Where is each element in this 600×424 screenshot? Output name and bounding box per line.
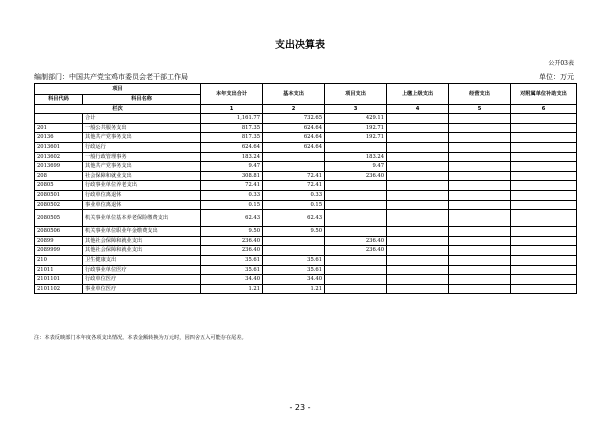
cell-upper bbox=[387, 171, 449, 181]
cell-code: 2080505 bbox=[35, 210, 83, 227]
table-row bbox=[35, 133, 577, 143]
cell-project: 236.40 bbox=[325, 171, 387, 181]
cell-project bbox=[325, 190, 387, 200]
cell-business bbox=[449, 246, 511, 256]
cell-upper bbox=[387, 133, 449, 143]
cell-basic bbox=[263, 162, 325, 172]
cell-business bbox=[449, 284, 511, 294]
cell-code: 20899 bbox=[35, 236, 83, 246]
cell-basic: 624.64 bbox=[263, 123, 325, 133]
cell-code: 2080502 bbox=[35, 200, 83, 210]
table-row bbox=[35, 171, 577, 181]
cell-code: 2089999 bbox=[35, 246, 83, 256]
cell-upper bbox=[387, 142, 449, 152]
cell-total: 236.40 bbox=[201, 246, 263, 256]
cell-basic: 35.61 bbox=[263, 265, 325, 275]
cell-total: 183.24 bbox=[201, 152, 263, 162]
cell-project bbox=[325, 200, 387, 210]
cell-total: 0.15 bbox=[201, 200, 263, 210]
cell-business bbox=[449, 265, 511, 275]
expenditure-table bbox=[34, 83, 577, 294]
cell-upper bbox=[387, 255, 449, 265]
cell-basic bbox=[263, 246, 325, 256]
cell-basic: 624.64 bbox=[263, 133, 325, 143]
unit-label: 单位：万元 bbox=[539, 73, 574, 81]
cell-total: 1.21 bbox=[201, 284, 263, 294]
cell-subsidiary bbox=[511, 210, 577, 227]
cell-code: 210 bbox=[35, 255, 83, 265]
header-col-4: 4 bbox=[387, 104, 449, 114]
cell-total: 817.35 bbox=[201, 133, 263, 143]
cell-name: 社会保障和就业支出 bbox=[83, 171, 201, 181]
cell-total: 72.41 bbox=[201, 181, 263, 191]
cell-name: 合计 bbox=[83, 114, 201, 124]
cell-business bbox=[449, 227, 511, 237]
cell-project bbox=[325, 275, 387, 285]
cell-name: 机关事业单位职业年金缴费支出 bbox=[83, 227, 201, 237]
cell-total: 62.43 bbox=[201, 210, 263, 227]
cell-project bbox=[325, 255, 387, 265]
cell-project bbox=[325, 284, 387, 294]
cell-business bbox=[449, 162, 511, 172]
cell-subsidiary bbox=[511, 255, 577, 265]
cell-subsidiary bbox=[511, 284, 577, 294]
cell-project: 236.40 bbox=[325, 236, 387, 246]
cell-name: 一般行政管理事务 bbox=[83, 152, 201, 162]
table-row bbox=[35, 284, 577, 294]
cell-subsidiary bbox=[511, 190, 577, 200]
cell-upper bbox=[387, 123, 449, 133]
cell-name: 其他社会保障和就业支出 bbox=[83, 246, 201, 256]
cell-code: 2101101 bbox=[35, 275, 83, 285]
cell-total: 1,161.77 bbox=[201, 114, 263, 124]
cell-upper bbox=[387, 227, 449, 237]
cell-business bbox=[449, 181, 511, 191]
cell-basic: 72.41 bbox=[263, 181, 325, 191]
cell-upper bbox=[387, 284, 449, 294]
cell-total: 9.50 bbox=[201, 227, 263, 237]
form-code: 公开03表 bbox=[548, 60, 574, 67]
cell-basic bbox=[263, 236, 325, 246]
cell-total: 34.40 bbox=[201, 275, 263, 285]
cell-business bbox=[449, 255, 511, 265]
cell-business bbox=[449, 200, 511, 210]
header-code: 科目代码 bbox=[35, 95, 83, 105]
cell-total: 35.61 bbox=[201, 265, 263, 275]
header-name: 科目名称 bbox=[83, 95, 201, 105]
table-row bbox=[35, 210, 577, 227]
cell-project bbox=[325, 265, 387, 275]
cell-code: 2101102 bbox=[35, 284, 83, 294]
cell-basic: 1.21 bbox=[263, 284, 325, 294]
cell-upper bbox=[387, 236, 449, 246]
cell-upper bbox=[387, 114, 449, 124]
cell-name: 行政单位离退休 bbox=[83, 190, 201, 200]
cell-name: 其他共产党事务支出 bbox=[83, 133, 201, 143]
cell-code: 2013699 bbox=[35, 162, 83, 172]
cell-project: 192.71 bbox=[325, 123, 387, 133]
cell-subsidiary bbox=[511, 162, 577, 172]
header-col-5: 5 bbox=[449, 104, 511, 114]
cell-total: 9.47 bbox=[201, 162, 263, 172]
table-row bbox=[35, 190, 577, 200]
table-row bbox=[35, 162, 577, 172]
cell-subsidiary bbox=[511, 236, 577, 246]
table-row bbox=[35, 236, 577, 246]
cell-code: 2080506 bbox=[35, 227, 83, 237]
cell-business bbox=[449, 133, 511, 143]
cell-upper bbox=[387, 162, 449, 172]
cell-upper bbox=[387, 246, 449, 256]
cell-subsidiary bbox=[511, 181, 577, 191]
header-business: 经营支出 bbox=[449, 84, 511, 105]
cell-basic: 624.64 bbox=[263, 142, 325, 152]
cell-upper bbox=[387, 190, 449, 200]
cell-name: 事业单位医疗 bbox=[83, 284, 201, 294]
cell-upper bbox=[387, 265, 449, 275]
cell-upper bbox=[387, 181, 449, 191]
table-row bbox=[35, 142, 577, 152]
cell-subsidiary bbox=[511, 142, 577, 152]
cell-business bbox=[449, 171, 511, 181]
table-row bbox=[35, 152, 577, 162]
cell-code: 21011 bbox=[35, 265, 83, 275]
cell-business bbox=[449, 210, 511, 227]
cell-name: 其他社会保障和就业支出 bbox=[83, 236, 201, 246]
cell-project bbox=[325, 227, 387, 237]
cell-basic: 34.40 bbox=[263, 275, 325, 285]
cell-code: 2013601 bbox=[35, 142, 83, 152]
footnote: 注：本表反映部门本年度各项支出情况。本表金额转换为万元时，因四舍五入可能存在尾差。 bbox=[34, 335, 247, 341]
cell-project: 429.11 bbox=[325, 114, 387, 124]
cell-name: 其他共产党事务支出 bbox=[83, 162, 201, 172]
cell-subsidiary bbox=[511, 114, 577, 124]
header-col-6: 6 bbox=[511, 104, 577, 114]
table-row bbox=[35, 275, 577, 285]
cell-name: 行政事业单位养老支出 bbox=[83, 181, 201, 191]
cell-total: 308.81 bbox=[201, 171, 263, 181]
cell-code: 20136 bbox=[35, 133, 83, 143]
cell-upper bbox=[387, 210, 449, 227]
cell-total: 0.33 bbox=[201, 190, 263, 200]
table-row bbox=[35, 200, 577, 210]
cell-subsidiary bbox=[511, 275, 577, 285]
cell-basic: 0.15 bbox=[263, 200, 325, 210]
header-basic: 基本支出 bbox=[263, 84, 325, 105]
cell-code: 20805 bbox=[35, 181, 83, 191]
cell-name: 机关事业单位基本养老保险缴费支出 bbox=[83, 210, 201, 227]
cell-subsidiary bbox=[511, 171, 577, 181]
header-col-2: 2 bbox=[263, 104, 325, 114]
cell-total: 817.35 bbox=[201, 123, 263, 133]
cell-project bbox=[325, 142, 387, 152]
header-upper: 上缴上级支出 bbox=[387, 84, 449, 105]
cell-code: 2080501 bbox=[35, 190, 83, 200]
table-row bbox=[35, 114, 577, 124]
cell-basic: 0.33 bbox=[263, 190, 325, 200]
header-item: 项目 bbox=[35, 84, 201, 95]
cell-business bbox=[449, 236, 511, 246]
cell-subsidiary bbox=[511, 265, 577, 275]
cell-basic: 72.41 bbox=[263, 171, 325, 181]
table-row bbox=[35, 181, 577, 191]
table-row bbox=[35, 255, 577, 265]
cell-project: 192.71 bbox=[325, 133, 387, 143]
header-col-3: 3 bbox=[325, 104, 387, 114]
cell-name: 行政事业单位医疗 bbox=[83, 265, 201, 275]
cell-project: 183.24 bbox=[325, 152, 387, 162]
cell-total: 35.61 bbox=[201, 255, 263, 265]
header-col-1: 1 bbox=[201, 104, 263, 114]
header-project: 项目支出 bbox=[325, 84, 387, 105]
cell-basic bbox=[263, 152, 325, 162]
cell-basic: 62.43 bbox=[263, 210, 325, 227]
cell-total: 624.64 bbox=[201, 142, 263, 152]
cell-code bbox=[35, 114, 83, 124]
cell-business bbox=[449, 190, 511, 200]
cell-project bbox=[325, 210, 387, 227]
cell-upper bbox=[387, 200, 449, 210]
cell-business bbox=[449, 275, 511, 285]
cell-subsidiary bbox=[511, 227, 577, 237]
cell-subsidiary bbox=[511, 152, 577, 162]
table-row bbox=[35, 246, 577, 256]
cell-business bbox=[449, 142, 511, 152]
table-row bbox=[35, 227, 577, 237]
cell-upper bbox=[387, 275, 449, 285]
cell-basic: 35.61 bbox=[263, 255, 325, 265]
cell-code: 201 bbox=[35, 123, 83, 133]
header-total: 本年支出合计 bbox=[201, 84, 263, 105]
header-column-label: 栏次 bbox=[35, 104, 201, 114]
cell-name: 一般公共服务支出 bbox=[83, 123, 201, 133]
department-label: 编制部门：中国共产党宝鸡市委员会老干部工作局 bbox=[34, 73, 188, 81]
cell-project: 236.40 bbox=[325, 246, 387, 256]
cell-name: 事业单位离退休 bbox=[83, 200, 201, 210]
cell-subsidiary bbox=[511, 123, 577, 133]
cell-subsidiary bbox=[511, 133, 577, 143]
table-row bbox=[35, 123, 577, 133]
cell-name: 行政运行 bbox=[83, 142, 201, 152]
cell-code: 208 bbox=[35, 171, 83, 181]
cell-business bbox=[449, 152, 511, 162]
page-title: 支出决算表 bbox=[275, 40, 325, 51]
header-subsidiary: 对附属单位补助支出 bbox=[511, 84, 577, 105]
cell-basic: 732.65 bbox=[263, 114, 325, 124]
cell-total: 236.40 bbox=[201, 236, 263, 246]
cell-code: 2013602 bbox=[35, 152, 83, 162]
cell-subsidiary bbox=[511, 246, 577, 256]
cell-project: 9.47 bbox=[325, 162, 387, 172]
cell-name: 行政单位医疗 bbox=[83, 275, 201, 285]
table-body bbox=[35, 114, 577, 294]
cell-name: 卫生健康支出 bbox=[83, 255, 201, 265]
page-number: - 23 - bbox=[289, 403, 311, 412]
cell-business bbox=[449, 123, 511, 133]
cell-upper bbox=[387, 152, 449, 162]
cell-subsidiary bbox=[511, 200, 577, 210]
cell-business bbox=[449, 114, 511, 124]
cell-basic: 9.50 bbox=[263, 227, 325, 237]
cell-project bbox=[325, 181, 387, 191]
table-row bbox=[35, 265, 577, 275]
